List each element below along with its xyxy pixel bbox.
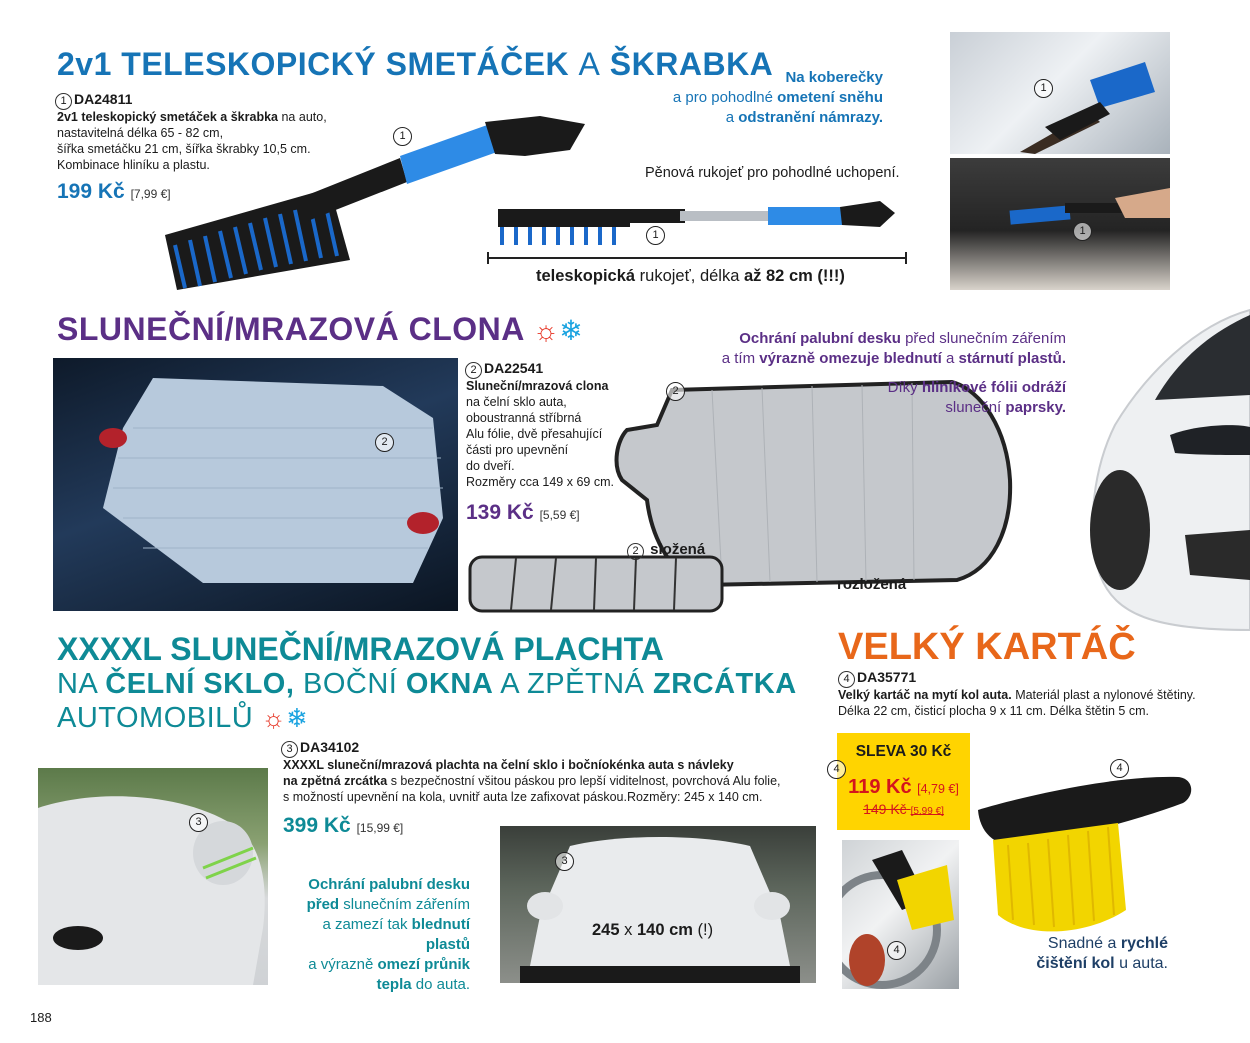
- marker-3a: 3: [189, 813, 208, 832]
- product-desc-4: Velký kartáč na mytí kol auta. Materiál plast a nylonové štětiny. Délka 22 cm, čisticí plocha 9 x 11 cm. Délka štětin 5 cm.: [838, 688, 1196, 718]
- snowflake-icon: ❄: [559, 315, 584, 346]
- telescopic-brush-image: [490, 195, 910, 250]
- sun-icon: ☼: [261, 703, 287, 733]
- section4-title: VELKÝ KARTÁČ: [838, 626, 1136, 668]
- measure-label: teleskopická rukojeť, délka až 82 cm (!!!): [536, 267, 845, 285]
- marker-4c: 4: [887, 941, 906, 960]
- marker-photo-1b: 1: [1073, 222, 1092, 241]
- product-desc-3: XXXXL sluneční/mrazová plachta na čelní sklo i bočníokénka auta s návleky na zpětná zrcátka s bezpečnostní všitou páskou pro lepší viditelnost, povrchová Alu folie, s možností upevnění na kola, uvnitř auta lze zafixovat páskou.Rozměry: 245 x 140 cm.: [283, 758, 781, 804]
- price-4: 119 Kč [4,79 €]: [848, 776, 959, 798]
- measure-line: [487, 254, 907, 262]
- callout-4: Snadné a rychlé čištění kol u auta.: [1036, 935, 1168, 972]
- section2-title: SLUNEČNÍ/MRAZOVÁ CLONA ☼❄: [57, 311, 584, 347]
- marker-1a: 1: [393, 127, 412, 146]
- unfolded-label: rozložená: [837, 576, 907, 593]
- price-2: 139 Kč [5,59 €]: [466, 501, 580, 524]
- marker-photo-1a: 1: [1034, 79, 1053, 98]
- photo-windshield: [950, 32, 1170, 154]
- section3-title-3: AUTOMOBILŮ ☼❄: [57, 702, 309, 734]
- marker-3b: 3: [555, 852, 574, 871]
- page-number: 188: [30, 1010, 52, 1025]
- sale-box: [837, 733, 970, 830]
- old-price-4: 149 Kč [5,99 €]: [863, 801, 944, 817]
- sunshade-folded-image: [466, 553, 728, 618]
- section1-title: 2v1 TELESKOPICKÝ SMETÁČEK A ŠKRABKA: [57, 46, 774, 82]
- product-code-1: 1 DA24811: [55, 91, 132, 110]
- photo-car-mat: [950, 158, 1170, 290]
- marker-2b: 2: [666, 382, 685, 401]
- photo-car-cover: [38, 768, 268, 985]
- callout-2b: Díky hliníkové fólii odráží sluneční paprsky.: [887, 379, 1066, 416]
- section3-title-2: NA ČELNÍ SKLO, BOČNÍ OKNA A ZPĚTNÁ ZRCÁTKA: [57, 668, 797, 700]
- marker-1b: 1: [646, 226, 665, 245]
- wheel-brush-image: [968, 765, 1198, 945]
- photo-wheel-cleaning: [842, 840, 959, 989]
- marker-2a: 2: [375, 433, 394, 452]
- foam-note: Pěnová rukojeť pro pohodlné uchopení.: [645, 165, 900, 181]
- price-1: 199 Kč [7,99 €]: [57, 180, 171, 203]
- white-car-image: [1075, 305, 1250, 635]
- product-code-4: 4 DA35771: [838, 669, 916, 688]
- product-desc-2: Sluneční/mrazová clona na čelní sklo auta, oboustranná stříbrná Alu fólie, dvě přesahující části pro upevnění do dveří. Rozměry cca 149 x 69 cm.: [466, 379, 614, 489]
- folded-label: 2 složená: [627, 541, 705, 560]
- marker-4b: 4: [1110, 759, 1129, 778]
- sun-icon: ☼: [533, 315, 560, 346]
- section3-title-1: XXXXL SLUNEČNÍ/MRAZOVÁ PLACHTA: [57, 631, 664, 667]
- product-desc-1: 2v1 teleskopický smetáček a škrabka na auto, nastavitelná délka 65 - 82 cm, šířka smetáčku 21 cm, šířka škrabky 10,5 cm. Kombinace hliníku a plastu.: [57, 110, 327, 172]
- snowflake-icon: ❄: [286, 703, 309, 733]
- callout-3: Ochrání palubní desku před slunečním zářením a zamezí tak blednutí plastů a výrazně omezí průnik tepla do auta.: [306, 876, 470, 993]
- callout-1: Na koberečky a pro pohodlné ometení sněhu a odstranění námrazy.: [672, 69, 883, 126]
- product-code-3: 3 DA34102: [281, 739, 359, 758]
- photo-windshield-cover: [500, 826, 816, 983]
- dimensions-label: 245 x 140 cm (!): [592, 921, 714, 939]
- product-code-2: 2 DA22541: [465, 360, 543, 379]
- price-3: 399 Kč [15,99 €]: [283, 814, 404, 837]
- sale-label: SLEVA 30 Kč: [855, 743, 952, 760]
- callout-2a: Ochrání palubní desku před slunečním zářením a tím výrazně omezuje blednutí a stárnutí plastů.: [721, 330, 1066, 367]
- marker-4a: 4: [827, 760, 846, 779]
- photo-car-sunshade: [53, 358, 458, 611]
